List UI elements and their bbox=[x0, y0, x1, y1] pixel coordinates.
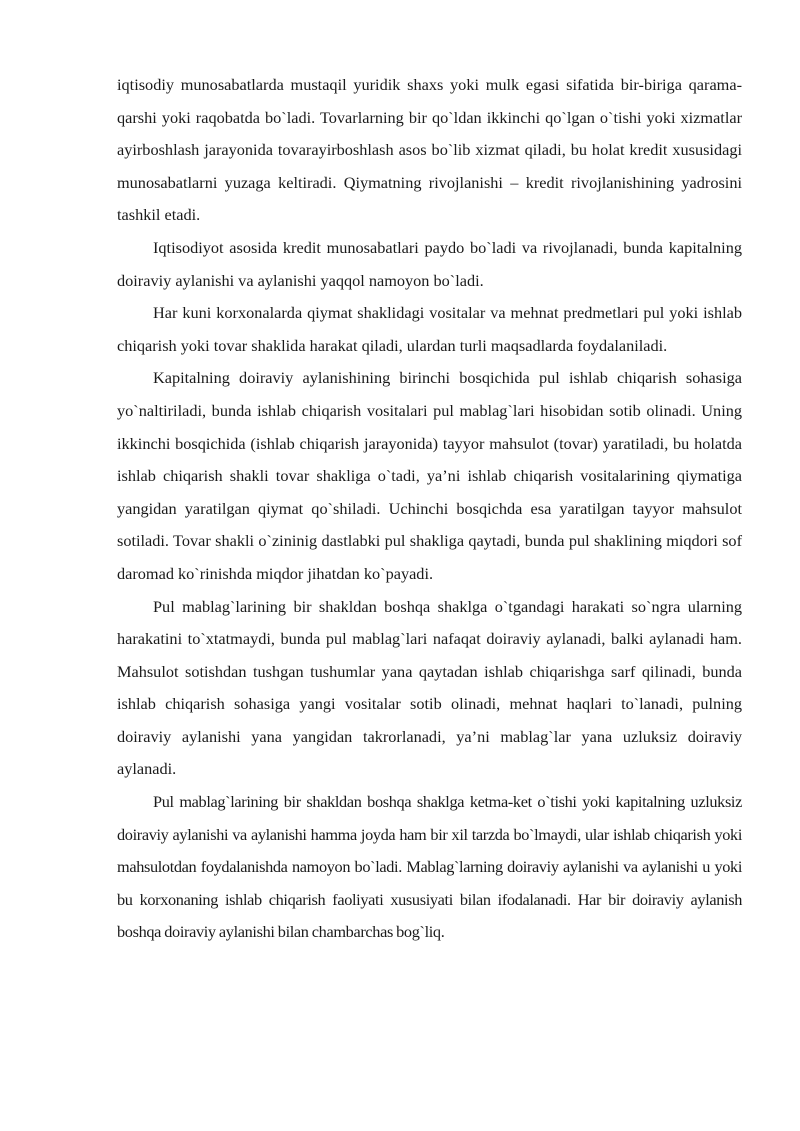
paragraph-5: Pul mablag`larining bir shakldan boshqa shaklga o`tgandagi harakati so`ngra ularning harakatini to`xtatmaydi, bunda pul mablag`lari nafaqat doiraviy aylanadi, balki aylanadi ham. Mahsulot sotishdan tushgan tushumlar yana qaytadan ishlab chiqarishga sarf qilinadi, bunda ishlab chiqarish sohasiga yangi vositalar sotib olinadi, mehnat haqlari to`lanadi, pulning doiraviy aylanishi yana yangidan takrorlanadi, ya’ni mablag`lar yana uzluksiz doiraviy aylanadi. bbox=[117, 596, 742, 779]
paragraph-3: Har kuni korxonalarda qiymat shaklidagi vositalar va mehnat predmetlari pul yoki ishlab chiqarish yoki tovar shaklida harakat qiladi, ulardan turli maqsadlarda foydalaniladi. bbox=[117, 303, 742, 355]
paragraph-1: iqtisodiy munosabatlarda mustaqil yuridik shaxs yoki mulk egasi sifatida bir-biriga qarama-qarshi yoki raqobatda bo`ladi. Tovarlarning bir qo`ldan ikkinchi qo`lgan o`tishi yoki xizmatlar ayirboshlash jarayonida tovarayirboshlash asos bo`lib xizmat qiladi, bu holat kredit xususidagi munosabatlarni yuzaga keltiradi. Qiymatning rivojlanishi – kredit rivojlanishining yadrosini tashkil etadi. bbox=[117, 75, 742, 225]
paragraph-6: Pul mablag`larining bir shakldan boshqa shaklga ketma-ket o`tishi yoki kapitalning uzluksiz doiraviy aylanishi va aylanishi hamma joyda ham bir xil tarzda bo`lmaydi, ular ishlab chiqarish yoki mahsulotdan foydalanishda namoyon bo`ladi. Mablag`larning doiraviy aylanishi va aylanishi u yoki bu korxonaning ishlab chiqarish faoliyati xususiyati bilan ifodalanadi. Har bir doiraviy aylanish boshqa doiraviy aylanishi bilan chambarchas bog`liq. bbox=[117, 792, 742, 942]
body-text bbox=[117, 69, 742, 949]
paragraph-4: Kapitalning doiraviy aylanishining birinchi bosqichida pul ishlab chiqarish sohasiga yo`naltiriladi, bunda ishlab chiqarish vositalari pul mablag`lari hisobidan sotib olinadi. Uning ikkinchi bosqichida (ishlab chiqarish jarayonida) tayyor mahsulot (tovar) yaratiladi, bu holatda ishlab chiqarish shakli tovar shakliga o`tadi, ya’ni ishlab chiqarish vositalarining qiymatiga yangidan yaratilgan qiymat qo`shiladi. Uchinchi bosqichda esa yaratilgan tayyor mahsulot sotiladi. Tovar shakli o`zininig dastlabki pul shakliga qaytadi, bunda pul shaklining miqdori sof daromad ko`rinishda miqdor jihatdan ko`payadi. bbox=[117, 368, 742, 583]
paragraph-2: Iqtisodiyot asosida kredit munosabatlari paydo bo`ladi va rivojlanadi, bunda kapitalning doiraviy aylanishi va aylanishi yaqqol namoyon bo`ladi. bbox=[117, 237, 742, 290]
